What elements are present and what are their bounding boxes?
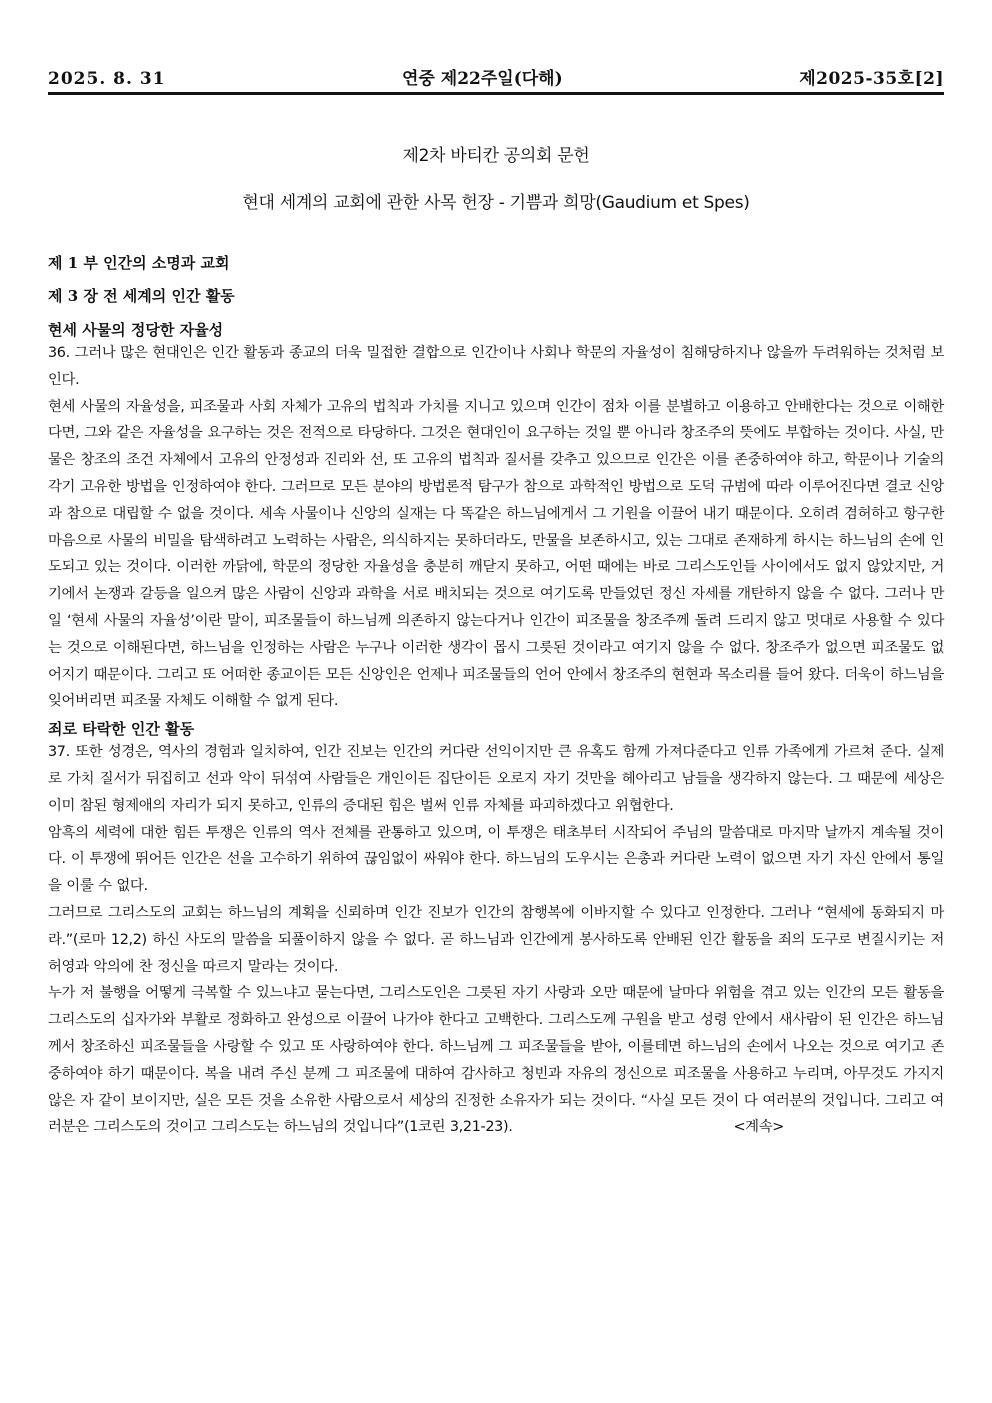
section-sin: [48, 719, 944, 1141]
paragraph: 37. 또한 성경은, 역사의 경험과 일치하여, 인간 진보는 인간의 커다란 선익이지만 큰 유혹도 함께 가져다준다고 인류 가족에게 가르쳐 준다. 실제로 가치 질서가 뒤집히고 선과 악이 뒤섞여 사람들은 개인이든 집단이든 오로지 자기 것만을 헤아리고 남들을 생각하지 않는다. 그 때문에 세상은 이미 참된 형제애의 자리가 되지 못하고, 인류의 증대된 힘은 벌써 인류 자체를 파괴하겠다고 위협한다.: [48, 744, 944, 814]
section-heading: 죄로 타락한 인간 활동: [48, 720, 195, 739]
header-liturgical-day: 연중 제22주일(다해): [402, 69, 563, 89]
header-issue-number: 제2025-35호[2]: [799, 69, 944, 89]
paragraph: 그러므로 그리스도의 교회는 하느님의 계획을 신뢰하며 인간 진보가 인간의 참행복에 이바지할 수 있다고 인정한다. 그러나 “현세에 동화되지 마라.”(로마 12,2) 하신 사도의 말씀을 되풀이하지 않을 수 없다. 곧 하느님과 인간에게 봉사하도록 안배된 인간 활동을 죄의 도구로 변질시키는 저 허영과 악의에 찬 정신을 따르지 말라는 것이다.: [48, 904, 944, 975]
document-title: 제2차 바티칸 공의회 문헌: [402, 146, 590, 166]
header-date: 2025. 8. 31: [48, 69, 166, 89]
bulletin-header: [48, 68, 944, 95]
continued-label: <계속>: [733, 1119, 784, 1136]
section-heading: 현세 사물의 정당한 자율성: [48, 321, 224, 339]
paragraph: 암흑의 세력에 대한 힘든 투쟁은 인류의 역사 전체를 관통하고 있으며, 이 투쟁은 태초부터 시작되어 주님의 말씀대로 마지막 날까지 계속될 것이다. 이 투쟁에 뛰어든 인간은 선을 고수하기 위하여 끊임없이 싸워야 한다. 하느님의 도우시는 은총과 커다란 노력이 없으면 자기 자신 안에서 통일을 이룰 수 없다.: [48, 824, 944, 895]
paragraph: 현세 사물의 자율성을, 피조물과 사회 자체가 고유의 법칙과 가치를 지니고 있으며 인간이 점차 이를 분별하고 이용하고 안배한다는 것으로 이해한다면, 그와 같은 자율성을 요구하는 것은 전적으로 타당하다. 그것은 현대인이 요구하는 것일 뿐 아니라 창조주의 뜻에도 부합하는 것이다. 사실, 만물은 창조의 조건 자체에서 고유의 안정성과 진리와 선, 또 고유의 법칙과 질서를 갖추고 있으므로 인간은 이를 존중하여야 하고, 학문이나 기술의 각기 고유한 방법을 인정하여야 한다. 그러므로 모든 분야의 방법론적 탐구가 참으로 과학적인 방법으로 도덕 규범에 따라 이루어진다면 결코 신앙과 참으로 대립할 수 없을 것이다. 세속 사물이나 신앙의 실재는 다 똑같은 하느님에게서 그 기원을 이끌어 내기 때문이다. 오히려 겸허하고 항구한 마음으로 사물의 비밀을 탐색하려고 노력하는 사람은, 의식하지는 못하더라도, 만물을 보존하시고, 있는 그대로 존재하게 하시는 하느님의 손에 인도되고 있는 것이다. 이러한 까닭에, 학문의 정당한 자율성을 충분히 깨닫지 못하고, 어떤 때에는 바로 그리스도인들 사이에서도 없지 않았지만, 거기에서 논쟁과 갈등을 일으켜 많은 사람이 신앙과 과학을 서로 배치되는 것으로 여기도록 만들었던 정신 자세를 개탄하지 않을 수 없다. 그러나 만일 ‘현세 사물의 자율성’이란 말이, 피조물들이 하느님께 의존하지 않는다거나 인간이 피조물을 창조주께 돌려 드리지 않고 멋대로 사용할 수 있다는 것으로 이해된다면, 하느님을 인정하는 사람은 누구나 이러한 생각이 몹시 그릇된 것이라고 여기지 않을 수 없다. 창조주가 없으면 피조물도 없어지기 때문이다. 그리고 또 어떠한 종교이든 모든 신앙인은 언제나 피조물들의 언어 안에서 창조주의 현현과 목소리를 들어 왔다. 더욱이 하느님을 잊어버리면 피조물 자체도 이해할 수 없게 된다.: [48, 398, 944, 710]
bulletin-page: [48, 68, 944, 1141]
part-heading: 제 1 부 인간의 소명과 교회: [48, 254, 230, 272]
paragraph: [48, 980, 944, 1141]
document-subtitle: 현대 세계의 교회에 관한 사목 헌장 - 기쁨과 희망(Gaudium et Spes): [242, 193, 750, 213]
paragraph-text: 누가 저 불행을 어떻게 극복할 수 있느냐고 묻는다면, 그리스도인은 그릇된 자기 사랑과 오만 때문에 날마다 위험을 겪고 있는 인간의 모든 활동을 그리스도의 십자가와 부활로 정화하고 완성으로 이끌어 나가야 한다고 고백한다. 그리스도께 구원을 받고 성령 안에서 새사람이 된 인간은 하느님께서 창조하신 피조물들을 사랑할 수 있고 또 사랑하여야 한다. 하느님께 그 피조물들을 받아, 이를테면 하느님의 손에서 나오는 것으로 여기고 존중하여야 하기 때문이다. 복을 내려 주신 분께 그 피조물에 대하여 감사하고 청빈과 자유의 정신으로 피조물을 사용하고 누리며, 아무것도 가지지 않은 자 같이 보이지만, 실은 모든 것을 소유한 사람으로서 세상의 진정한 소유자가 되는 것이다. “사실 모든 것이 다 여러분의 것입니다. 그리고 여러분은 그리스도의 것이고 그리스도는 하느님의 것입니다”(1코린 3,21-23).: [48, 985, 944, 1136]
section-autonomy: [48, 320, 944, 715]
chapter-heading: 제 3 장 전 세계의 인간 활동: [48, 287, 235, 305]
paragraph: 36. 그러나 많은 현대인은 인간 활동과 종교의 더욱 밀접한 결합으로 인간이나 사회나 학문의 자율성이 침해당하지나 않을까 두려워하는 것처럼 보인다.: [48, 345, 944, 388]
